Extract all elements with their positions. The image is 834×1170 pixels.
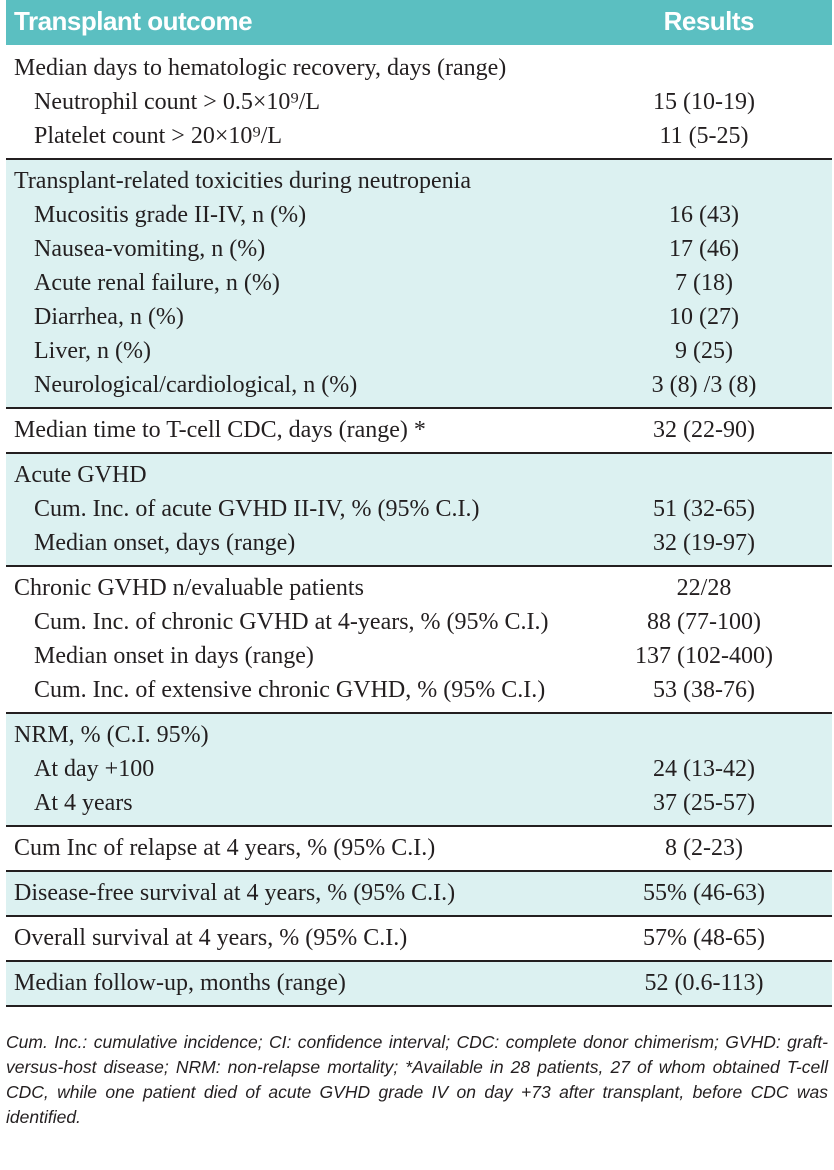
row-value: 24 (13-42)	[653, 756, 755, 782]
row-label: Disease-free survival at 4 years, % (95% C.I.)	[14, 880, 456, 906]
row-label: Median onset, days (range)	[34, 530, 296, 556]
table-section	[6, 47, 832, 160]
table-row	[6, 51, 832, 85]
table-section	[6, 827, 832, 872]
row-label: Overall survival at 4 years, % (95% C.I.)	[14, 925, 408, 951]
row-label: Cum. Inc. of chronic GVHD at 4-years, % (95% C.I.)	[34, 609, 549, 635]
row-label: Median time to T-cell CDC, days (range) *	[14, 417, 426, 443]
row-value: 137 (102-400)	[635, 643, 773, 669]
row-value: 22/28	[676, 575, 732, 601]
table-section	[6, 160, 832, 409]
outcome-table	[6, 0, 832, 1007]
row-label: Transplant-related toxicities during neutropenia	[14, 168, 471, 194]
row-label: Acute GVHD	[14, 462, 147, 488]
table-row	[6, 368, 832, 402]
table-row	[6, 605, 832, 639]
table-row	[6, 921, 832, 955]
table-row	[6, 526, 832, 560]
row-value: 32 (22-90)	[653, 417, 755, 443]
row-label: Mucositis grade II-IV, n (%)	[34, 202, 307, 228]
table-row	[6, 718, 832, 752]
table-row	[6, 334, 832, 368]
table-header	[6, 0, 832, 47]
row-value: 10 (27)	[669, 304, 739, 330]
row-label: Median follow-up, months (range)	[14, 970, 346, 996]
row-value: 8 (2-23)	[665, 835, 743, 861]
row-value: 11 (5-25)	[659, 123, 749, 149]
row-label: Diarrhea, n (%)	[34, 304, 184, 330]
table-row	[6, 831, 832, 865]
row-label: Nausea-vomiting, n (%)	[34, 236, 266, 262]
row-value: 15 (10-19)	[653, 89, 755, 115]
row-value: 37 (25-57)	[653, 790, 755, 816]
table-row	[6, 85, 832, 119]
row-value: 52 (0.6-113)	[644, 970, 764, 996]
row-label: Cum. Inc. of extensive chronic GVHD, % (95% C.I.)	[34, 677, 546, 703]
table-row	[6, 198, 832, 232]
row-label: At day +100	[34, 756, 155, 782]
table-footnote: Cum. Inc.: cumulative incidence; CI: confidence interval; CDC: complete donor chimerism; GVHD: graft-versus-host disease; NRM: non-relapse mortality; *Available in 28 patients, 27 of whom obtained T-cell CDC, while one patient died of acute GVHD grade IV on day +73 after transplant, before CDC was identified.	[6, 1032, 828, 1127]
row-value: 16 (43)	[669, 202, 739, 228]
row-label: Neurological/cardiological, n (%)	[34, 372, 358, 398]
table-row	[6, 639, 832, 673]
header-transplant-outcome: Transplant outcome	[14, 6, 253, 36]
table-section	[6, 714, 832, 827]
row-label: Cum. Inc. of acute GVHD II-IV, % (95% C.I.)	[34, 496, 480, 522]
table-row	[6, 786, 832, 820]
row-value: 3 (8) /3 (8)	[651, 372, 757, 398]
row-label: Platelet count > 20×10⁹/L	[34, 123, 283, 149]
table-row	[6, 966, 832, 1000]
table-row	[6, 876, 832, 910]
table-row	[6, 300, 832, 334]
row-value: 7 (18)	[675, 270, 733, 296]
table-row	[6, 164, 832, 198]
row-label: Chronic GVHD n/evaluable patients	[14, 575, 364, 601]
table-row	[6, 232, 832, 266]
row-label: Acute renal failure, n (%)	[34, 270, 280, 296]
row-value: 17 (46)	[669, 236, 739, 262]
row-label: Cum Inc of relapse at 4 years, % (95% C.I.)	[14, 835, 436, 861]
row-label: At 4 years	[34, 790, 133, 816]
table-section	[6, 567, 832, 714]
row-label: NRM, % (C.I. 95%)	[14, 722, 209, 748]
table-row	[6, 119, 832, 153]
header-results: Results	[663, 6, 754, 36]
table-body	[6, 47, 832, 1007]
row-value: 9 (25)	[675, 338, 733, 364]
row-label: Liver, n (%)	[34, 338, 151, 364]
table-row	[6, 571, 832, 605]
table-row	[6, 266, 832, 300]
table-row	[6, 492, 832, 526]
table-row	[6, 413, 832, 447]
row-label: Median days to hematologic recovery, days (range)	[14, 55, 507, 81]
table-section	[6, 962, 832, 1007]
row-value: 88 (77-100)	[647, 609, 761, 635]
table-row	[6, 673, 832, 707]
table-section	[6, 454, 832, 567]
table-section	[6, 872, 832, 917]
row-label: Median onset in days (range)	[34, 643, 314, 669]
table-row	[6, 458, 832, 492]
table-section	[6, 917, 832, 962]
row-value: 57% (48-65)	[643, 925, 765, 951]
row-value: 51 (32-65)	[653, 496, 755, 522]
row-label: Neutrophil count > 0.5×10⁹/L	[34, 89, 321, 115]
row-value: 32 (19-97)	[653, 530, 755, 556]
row-value: 53 (38-76)	[653, 677, 755, 703]
table-row	[6, 752, 832, 786]
table-section	[6, 409, 832, 454]
row-value: 55% (46-63)	[643, 880, 765, 906]
